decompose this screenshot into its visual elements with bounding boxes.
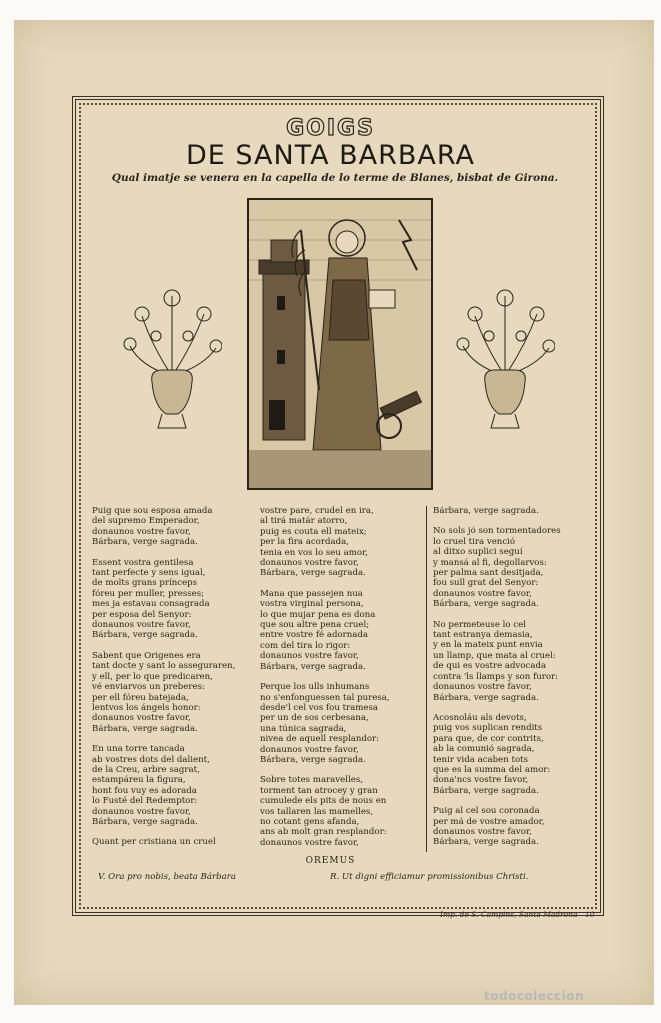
verse-line — [92, 641, 252, 651]
verse-line — [260, 672, 420, 682]
page-subtitle: Qual imatje se venera en la capella de lo terme de Blanes, bisbat de Girona. — [111, 172, 559, 184]
verse-line: donaunos vostre favor, — [92, 713, 191, 724]
verse-line: no s'enfonguessen tal puresa, — [260, 692, 390, 703]
verse-line: y ell, per lo que predicaren, — [92, 671, 213, 682]
verse-line: de la Creu, arbre sagrat, — [92, 764, 200, 775]
verse-line: lo que mujar pena es dona — [260, 609, 376, 620]
verse-line: donaunos vostre favor, — [433, 682, 532, 693]
verse-line: ab la comunió sagrada, — [433, 744, 535, 755]
verse-column-1 — [92, 506, 252, 852]
verse-line: ab vostres dots del dalient, — [92, 754, 210, 765]
verse-line: Sobre totes maravelles, — [260, 775, 363, 786]
verse-line: donaunos vostre favor, — [260, 651, 359, 662]
verse-line: vostre pare, crudel en ira, — [260, 506, 374, 516]
verse-line: Bárbara, verge sagrada. — [433, 599, 539, 610]
verse-line: tant docte y sant lo asseguraren, — [92, 661, 236, 672]
verse-line: tant perfecte y sens igual, — [92, 568, 206, 579]
verse-column-2 — [260, 506, 420, 852]
verse-line: dona'ncs vostre favor, — [433, 775, 529, 786]
verse-line: fóreu per muller, presses; — [92, 588, 205, 599]
verse-line: No permeteuse lo cel — [433, 619, 526, 630]
response: R. Ut digni efficiamur promissionibus Christi. — [330, 872, 529, 882]
verse-line: puig es couta ell mateix; — [260, 526, 367, 537]
verse-line: y mansá al fi, degollarvos: — [433, 557, 547, 568]
verse-line: Bárbara, verge sagrada. — [92, 537, 198, 548]
verse-line: del supremo Emperador, — [92, 516, 200, 527]
verse-line — [433, 703, 585, 713]
verse-line: per un de sos cerbesana, — [260, 713, 369, 724]
verse-line — [433, 516, 585, 526]
goigs-heading: GOIGS — [286, 116, 375, 141]
verse-line: Essent vostra gentilesa — [92, 557, 194, 568]
verse-line: tant estranya demasia, — [433, 630, 533, 641]
verse-line: donaunos vostre favor, — [92, 806, 191, 817]
verse-line: Bárbara, verge sagrada. — [260, 661, 366, 672]
verse-line — [260, 765, 420, 775]
verse-line: estampáreu la figura, — [92, 775, 186, 786]
verse-line: Sabent que Origenes era — [92, 650, 201, 661]
verse-line: Quant per cristiana un cruel — [92, 837, 216, 848]
verse-line: Bárbara, verge sagrada. — [433, 692, 539, 703]
verse-line: Bárbara, verge sagrada. — [92, 723, 198, 734]
verse-line: torment tan atrocey y gran — [260, 785, 378, 796]
verse-line: Bárbara, verge sagrada. — [433, 785, 539, 796]
verse-line: donaunos vostre favor, — [260, 744, 359, 755]
verse-line: y en la mateix punt envia — [433, 640, 543, 651]
verse-line: fou sull grat del Senyor: — [433, 578, 539, 589]
verse-line: desde'l cel vos fou tramesa — [260, 702, 379, 713]
verse-line: Bárbara, verge sagrada. — [92, 816, 198, 827]
verse-line — [92, 734, 252, 744]
left-flower-vase-icon — [122, 286, 222, 436]
verse-line: mes ja estavau consagrada — [92, 599, 210, 610]
verse-line: al ditxo suplici seguí — [433, 547, 523, 558]
verse-line: No sols jó son tormentadores — [433, 526, 561, 537]
verse-line: lo cruel tira venció — [433, 536, 516, 547]
verse-column-3 — [426, 506, 585, 852]
verse-line: no cotant gens afanda, — [260, 816, 360, 827]
verse-line: donaunos vostre favor, — [433, 826, 532, 837]
verse-line: tenir vida acaben tots — [433, 754, 529, 765]
verse-line: Bárbara, verge sagrada. — [92, 630, 198, 641]
verse-line: para que, de cor contrits, — [433, 733, 544, 744]
versicle: V. Ora pro nobis, beata Bárbara — [98, 872, 236, 882]
right-flower-vase-icon — [455, 286, 555, 436]
verse-line: Bárbara, verge sagrada. — [260, 754, 366, 765]
verse-line: al tirá matár atorro, — [260, 516, 348, 527]
watermark: todocoleccion — [484, 989, 585, 1003]
verse-line: puig vos suplican rendits — [433, 723, 543, 734]
verse-line: un llamp, que mata al cruel: — [433, 650, 556, 661]
verse-line: Puig que sou esposa amada — [92, 506, 213, 516]
verse-line: Acosnoláu als devots, — [433, 712, 527, 723]
verse-line: cumulede els pits de nous en — [260, 796, 387, 807]
verses — [92, 506, 578, 852]
verse-line: per la fira acordada, — [260, 537, 349, 548]
verse-line: donaunos vostre favor, — [92, 620, 191, 631]
verse-line: ans ab molt gran resplandor: — [260, 827, 387, 838]
verse-line: vostra virginal persona, — [260, 599, 364, 610]
verse-line: contra 'ls llamps y son furor: — [433, 671, 559, 682]
verse-line — [433, 796, 585, 806]
verse-line: lo Fusté del Redemptor: — [92, 796, 198, 807]
verse-line: per esposa del Senyor: — [92, 609, 192, 620]
verse-line: Mana que passejen nua — [260, 588, 363, 599]
verse-line: donaunos vostre favor, — [260, 837, 359, 848]
verse-line: lentvos los ángels honor: — [92, 702, 201, 713]
verse-line: Bárbara, verge sagrada. — [433, 837, 539, 848]
printer-imprint: Imp. de S. Campins, Santa Madrona—10 — [440, 910, 595, 919]
verse-line — [260, 579, 420, 589]
verse-line: donaunos vostre favor, — [433, 588, 532, 599]
page-title: DE SANTA BARBARA — [185, 140, 476, 171]
verse-line: Perque los ulls inhumans — [260, 682, 370, 693]
verse-line — [92, 827, 252, 837]
verse-line: tenia en vos lo seu amor, — [260, 547, 368, 558]
verse-line: que sou altre pena cruel; — [260, 620, 370, 631]
verse-line: de molts grans prínceps — [92, 578, 198, 589]
verse-line: una túnica sagrada, — [260, 723, 347, 734]
saint-barbara-engraving-icon — [247, 198, 433, 490]
verse-line: com del tira lo rigor: — [260, 640, 351, 651]
verse-line: que es la summa del amor: — [433, 764, 551, 775]
verse-line: donaunos vostre favor, — [260, 558, 359, 569]
verse-line — [433, 610, 585, 620]
verse-line: vé enviarvos un preberes: — [92, 682, 205, 693]
verse-line: donaunos vostre favor, — [92, 526, 191, 537]
verse-line: entre vostre fé adornada — [260, 630, 369, 641]
verse-line: hont fou vuy es adorada — [92, 785, 197, 796]
verse-line: per má de vostre amador, — [433, 816, 545, 827]
oremus-heading: OREMUS — [305, 856, 356, 866]
verse-line: En una torre tancada — [92, 744, 185, 755]
verse-line: Puig al cel sou coronada — [433, 806, 540, 817]
verse-line: per ell fóreu batejada, — [92, 692, 189, 703]
verse-line: de qui es vostre advocada — [433, 661, 547, 672]
verse-line — [92, 548, 252, 558]
verse-line: Bárbara, verge sagrada. — [260, 568, 366, 579]
verse-line: per palma sant desitjada, — [433, 568, 544, 579]
verse-line: nivea de aquell resplandor: — [260, 734, 380, 745]
verse-line: vos tallaren las mamelles, — [260, 806, 374, 817]
verse-line: Bárbara, verge sagrada. — [433, 506, 539, 516]
